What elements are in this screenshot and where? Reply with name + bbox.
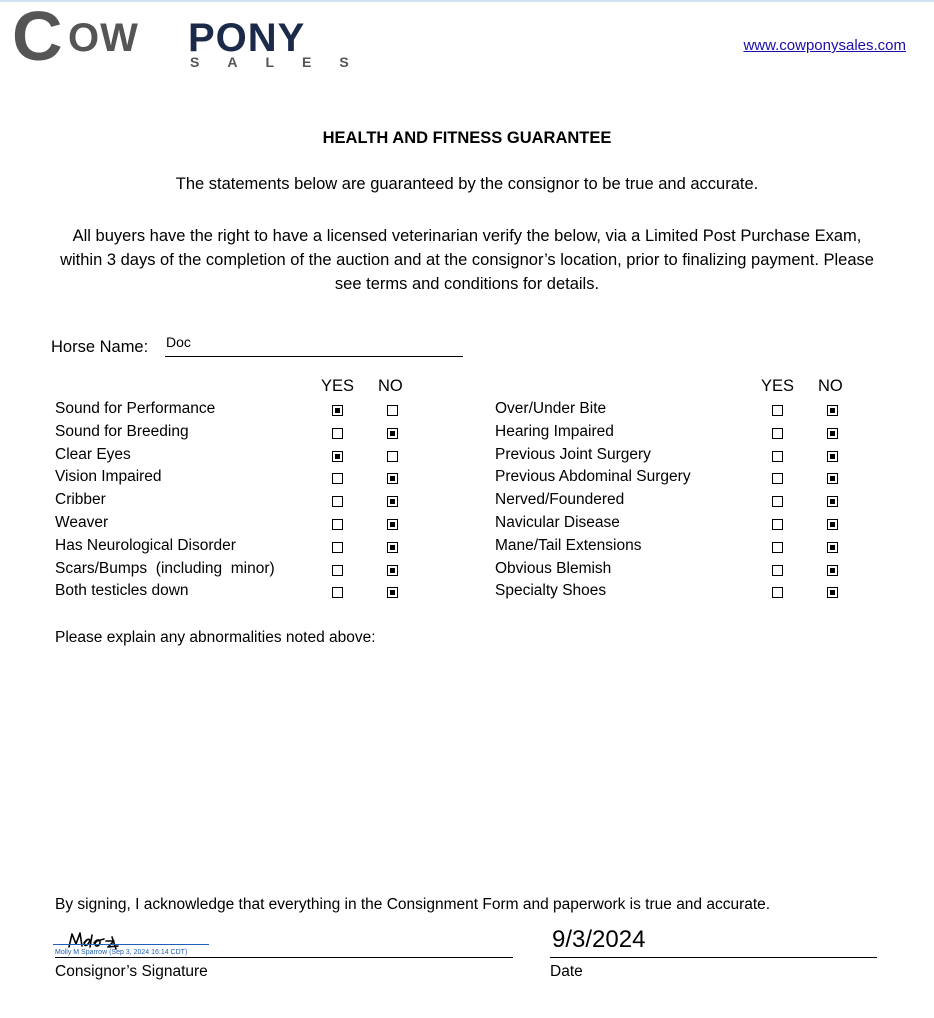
date-field[interactable]: 9/3/2024 — [552, 926, 646, 953]
left-yes-header: YES — [321, 377, 355, 395]
left-row-label: Scars/Bumps (including minor) — [55, 559, 275, 577]
right-row-label: Hearing Impaired — [495, 422, 614, 440]
left-row-label: Sound for Performance — [55, 400, 216, 417]
right-no-checkbox[interactable] — [827, 496, 838, 507]
signature-label: Consignor’s Signature — [55, 963, 208, 980]
left-no-checkbox[interactable] — [387, 587, 398, 598]
logo-main-initial: C — [12, 0, 63, 75]
left-row-label: Vision Impaired — [55, 468, 162, 486]
website-link[interactable]: www.cowponysales.com — [743, 37, 906, 54]
left-no-checkbox[interactable] — [387, 565, 398, 576]
right-no-checkbox[interactable] — [827, 565, 838, 576]
left-no-checkbox[interactable] — [387, 519, 398, 530]
logo-main-gray: OW — [68, 16, 139, 60]
right-yes-checkbox[interactable] — [772, 587, 783, 598]
signature-line — [55, 957, 513, 958]
right-yes-header: YES — [761, 377, 795, 395]
left-row-label: Has Neurological Disorder — [55, 536, 236, 554]
left-row-label: Weaver — [55, 514, 109, 531]
left-yes-checkbox[interactable] — [332, 519, 343, 530]
explain-label: Please explain any abnormalities noted above: — [55, 629, 376, 646]
right-row-label: Obvious Blemish — [495, 559, 612, 577]
right-yes-checkbox[interactable] — [772, 519, 783, 530]
right-row-label: Nerved/Foundered — [495, 491, 625, 509]
intro-text: The statements below are guaranteed by the consignor to be true and accurate. — [175, 175, 759, 193]
logo-main-navy: PONY — [188, 16, 306, 60]
right-row-label: Over/Under Bite — [495, 400, 607, 417]
left-no-header: NO — [378, 377, 403, 395]
logo-sub: SALES — [190, 54, 377, 70]
right-row-label: Mane/Tail Extensions — [495, 536, 642, 554]
right-no-checkbox[interactable] — [827, 451, 838, 462]
right-yes-checkbox[interactable] — [772, 405, 783, 416]
horse-name-underline — [165, 356, 463, 357]
horse-name-label: Horse Name: — [51, 338, 149, 356]
right-row-label: Previous Abdominal Surgery — [495, 468, 691, 486]
left-yes-checkbox[interactable] — [332, 428, 343, 439]
left-row-label: Sound for Breeding — [55, 422, 189, 440]
left-yes-checkbox[interactable] — [332, 542, 343, 553]
left-yes-checkbox[interactable] — [332, 405, 343, 416]
left-row-label: Both testicles down — [55, 582, 189, 600]
signature-image — [66, 929, 126, 951]
horse-name-field[interactable]: Doc — [166, 334, 191, 350]
date-label: Date — [550, 963, 583, 980]
signature-caption: Molly M Sparrow (Sep 3, 2024 16:14 CDT) — [55, 949, 188, 956]
left-no-checkbox[interactable] — [387, 451, 398, 462]
right-yes-checkbox[interactable] — [772, 451, 783, 462]
form-title: HEALTH AND FITNESS GUARANTEE — [322, 129, 612, 147]
right-no-header: NO — [818, 377, 843, 395]
right-yes-checkbox[interactable] — [772, 542, 783, 553]
buyer-rights-text: All buyers have the right to have a licensed veterinarian verify the below, via a Limited Post Purchase Exam, within 3 days of the completion of the auction and at the consignor’s location, prior to finalizing payment. Please see terms and conditions for details. — [60, 227, 874, 293]
right-yes-checkbox[interactable] — [772, 428, 783, 439]
right-yes-checkbox[interactable] — [772, 565, 783, 576]
right-no-checkbox[interactable] — [827, 428, 838, 439]
date-line — [550, 957, 877, 958]
right-no-checkbox[interactable] — [827, 473, 838, 484]
left-yes-checkbox[interactable] — [332, 451, 343, 462]
left-no-checkbox[interactable] — [387, 405, 398, 416]
acknowledgement-text: By signing, I acknowledge that everything in the Consignment Form and paperwork is true and accurate. — [55, 896, 771, 913]
right-row-label: Navicular Disease — [495, 514, 620, 531]
right-no-checkbox[interactable] — [827, 519, 838, 530]
left-yes-checkbox[interactable] — [332, 587, 343, 598]
right-no-checkbox[interactable] — [827, 587, 838, 598]
left-yes-checkbox[interactable] — [332, 565, 343, 576]
right-yes-checkbox[interactable] — [772, 473, 783, 484]
left-yes-checkbox[interactable] — [332, 473, 343, 484]
left-row-label: Clear Eyes — [55, 445, 131, 463]
right-yes-checkbox[interactable] — [772, 496, 783, 507]
cowpony-logo — [12, 0, 377, 75]
right-row-label: Previous Joint Surgery — [495, 445, 651, 463]
left-no-checkbox[interactable] — [387, 428, 398, 439]
left-no-checkbox[interactable] — [387, 542, 398, 553]
left-no-checkbox[interactable] — [387, 473, 398, 484]
right-no-checkbox[interactable] — [827, 542, 838, 553]
right-no-checkbox[interactable] — [827, 405, 838, 416]
left-no-checkbox[interactable] — [387, 496, 398, 507]
left-yes-checkbox[interactable] — [332, 496, 343, 507]
left-row-label: Cribber — [55, 491, 106, 509]
right-row-label: Specialty Shoes — [495, 582, 607, 600]
signature-blue-line — [53, 944, 209, 945]
